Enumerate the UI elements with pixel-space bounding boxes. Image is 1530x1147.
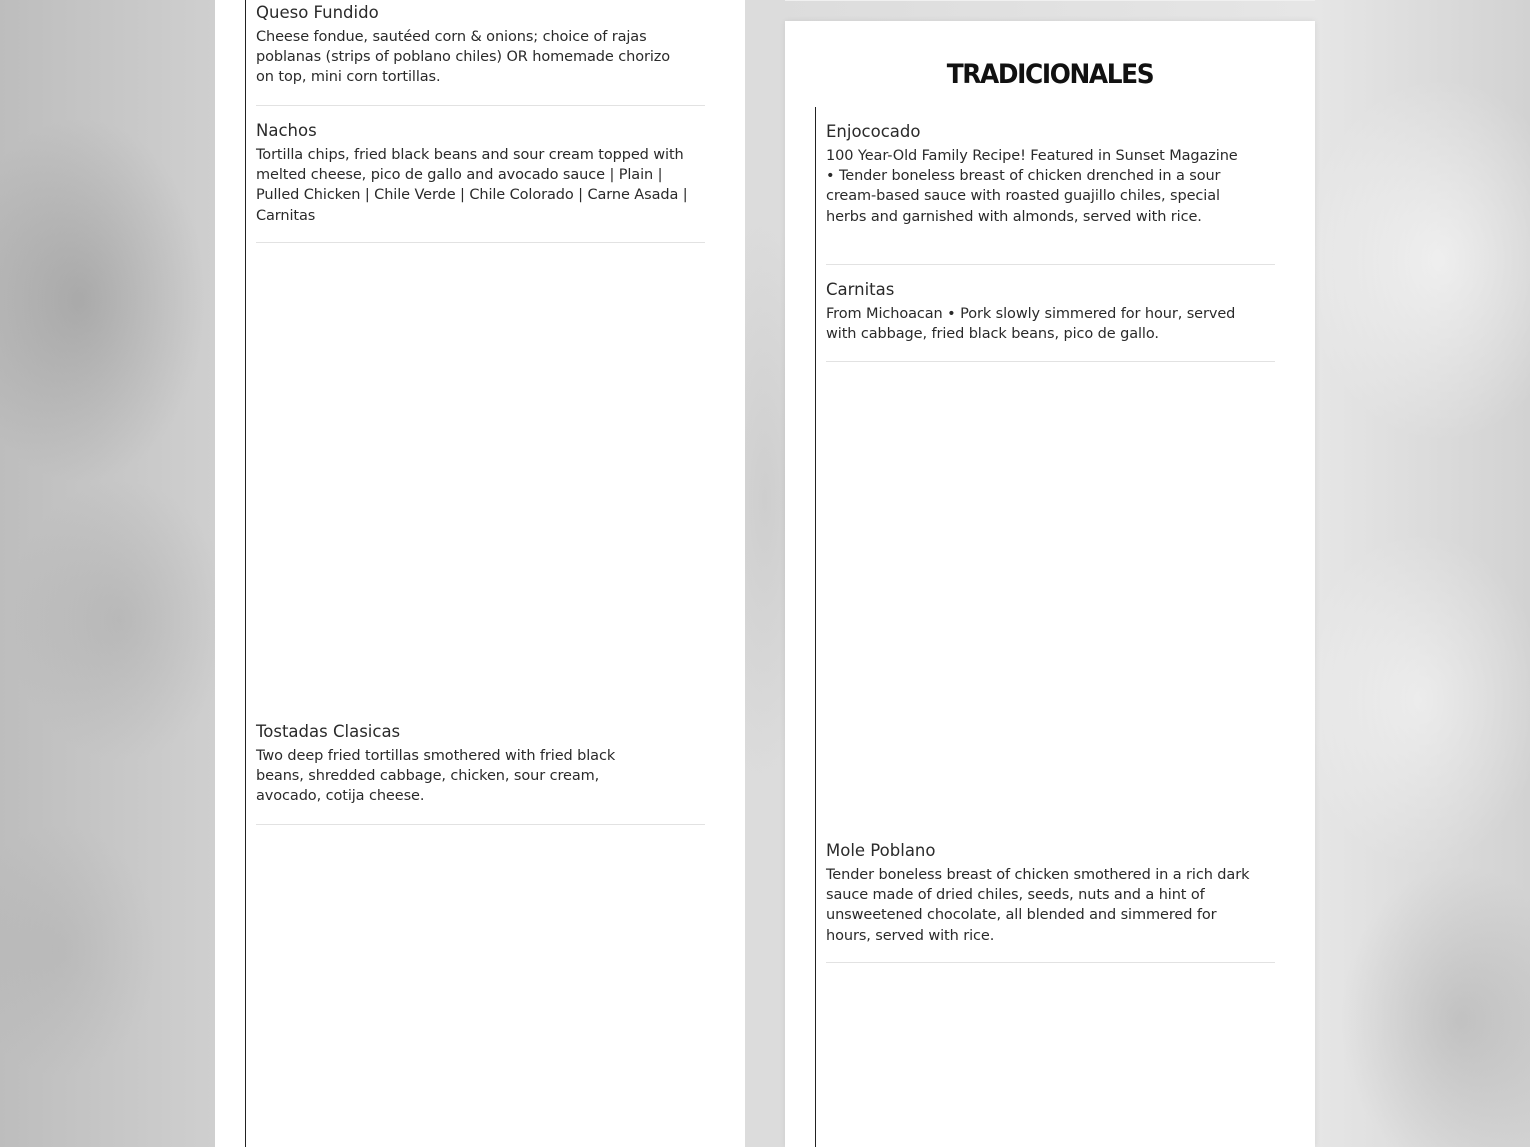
menu-item-name: Queso Fundido bbox=[256, 3, 379, 22]
menu-item bbox=[826, 279, 1275, 362]
menu-item bbox=[256, 120, 705, 243]
menu-item-description: Tender boneless breast of chicken smothered in a rich dark sauce made of dried chiles, seeds, nuts and a hint of unsweetened chocolate, all blended and simmered for hours, served with rice. bbox=[826, 867, 1250, 944]
menu-item-name: Carnitas bbox=[826, 280, 895, 299]
column-divider-line bbox=[815, 107, 816, 1147]
menu-item-description: Tortilla chips, fried black beans and sour cream topped with melted cheese, pico de gallo and avocado sauce | Plain | Pulled Chicken | Chile Verde | Chile Colorado | Carne Asada | Carnitas bbox=[256, 147, 688, 224]
menu-item bbox=[256, 2, 705, 106]
menu-item-description: From Michoacan • Pork slowly simmered for hour, served with cabbage, fried black beans, pico de gallo. bbox=[826, 306, 1236, 343]
menu-item-name: Mole Poblano bbox=[826, 841, 936, 860]
menu-item bbox=[826, 840, 1275, 963]
menu-item-description: 100 Year-Old Family Recipe! Featured in Sunset Magazine • Tender boneless breast of chicken drenched in a sour cream-based sauce with roasted guajillo chiles, special herbs and garnished with almonds, served with rice. bbox=[826, 148, 1238, 225]
menu-panel-top-edge bbox=[785, 0, 1315, 1]
menu-item-description: Cheese fondue, sautéed corn & onions; choice of rajas poblanas (strips of poblano chiles) OR homemade chorizo on top, mini corn tortillas. bbox=[256, 29, 671, 86]
menu-item bbox=[826, 121, 1275, 265]
menu-item bbox=[256, 721, 705, 825]
menu-item-name: Tostadas Clasicas bbox=[256, 722, 401, 741]
menu-panel-right bbox=[785, 21, 1315, 1147]
column-divider-line bbox=[245, 0, 246, 1147]
menu-item-name: Enjococado bbox=[826, 122, 921, 141]
menu-panel-left bbox=[215, 0, 745, 1147]
menu-item-description: Two deep fried tortillas smothered with fried black beans, shredded cabbage, chicken, sour cream, avocado, cotija cheese. bbox=[256, 748, 616, 805]
menu-item-name: Nachos bbox=[256, 121, 317, 140]
section-title: TRADICIONALES bbox=[946, 59, 1154, 90]
